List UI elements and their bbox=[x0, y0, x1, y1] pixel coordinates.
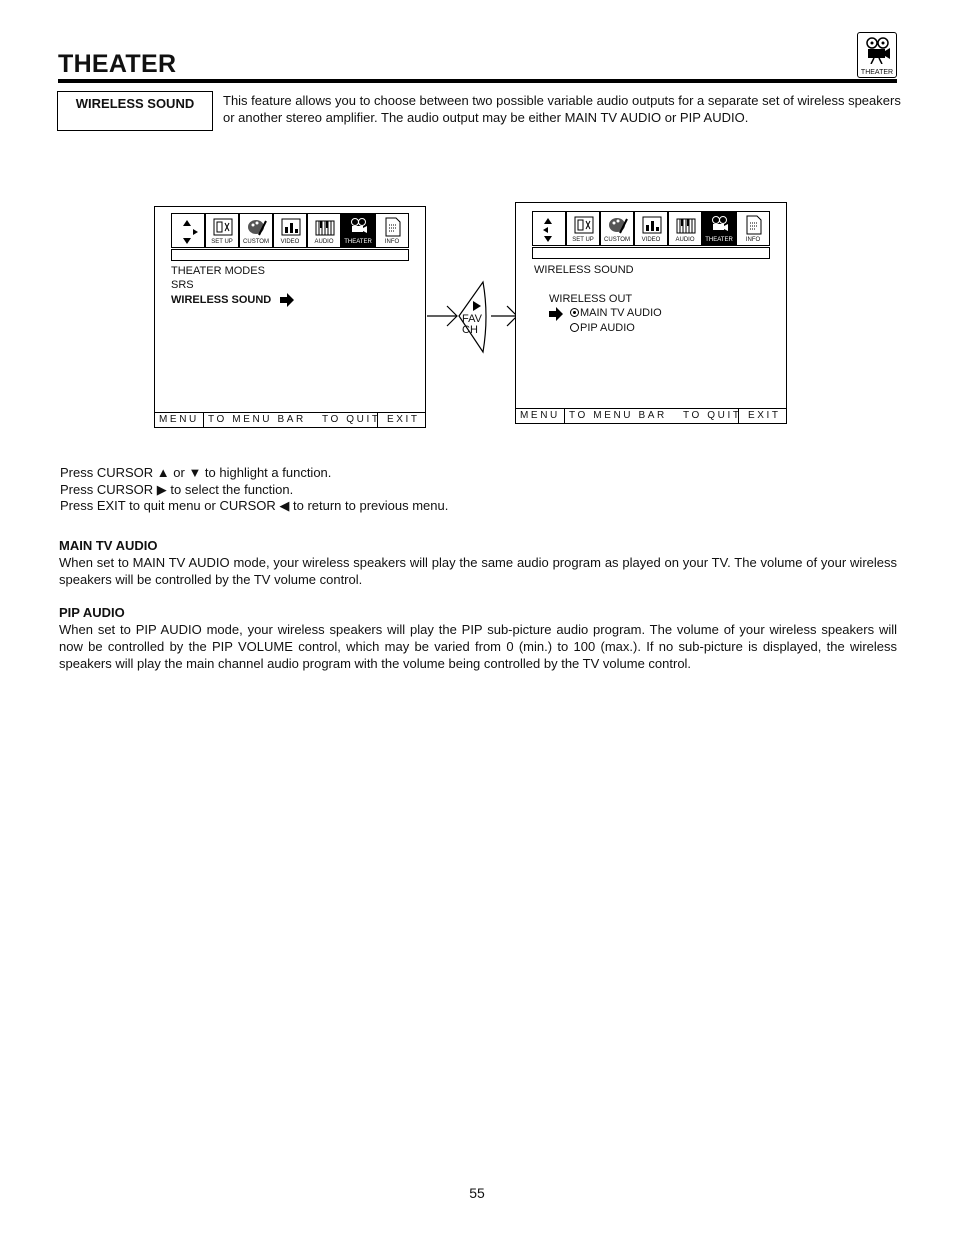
instruction-line: Press CURSOR ▶ to select the function. bbox=[60, 481, 294, 497]
footer-menu: MENU bbox=[516, 409, 565, 423]
fav-button-label: FAV bbox=[462, 313, 482, 325]
tile-label: SET UP bbox=[572, 237, 594, 243]
instruction-line: Press CURSOR ▲ or ▼ to highlight a function. bbox=[60, 465, 332, 480]
page-title: THEATER bbox=[58, 50, 177, 78]
tile-label: INFO bbox=[384, 239, 400, 245]
pip-audio-text: When set to PIP AUDIO mode, your wireless speakers will play the PIP sub-picture audio program. The volume of your wireless speakers will now be controlled by the PIP VOLUME control, which may be varied from 0 (min.) to 100 (max.). If no sub-picture is displayed, the wireless speakers will play the main channel audio program with the volume being controlled by the TV volume control. bbox=[59, 622, 897, 671]
wireless-out-label: WIRELESS OUT bbox=[549, 293, 633, 305]
title-rule bbox=[58, 79, 897, 83]
section-label: WIRELESS SOUND bbox=[75, 96, 195, 111]
video-icon bbox=[273, 213, 307, 248]
option-label: MAIN TV AUDIO bbox=[580, 307, 662, 319]
setup-icon bbox=[566, 211, 600, 246]
info-icon bbox=[736, 211, 770, 246]
tile-label: AUDIO bbox=[314, 239, 334, 245]
footer-exit: EXIT bbox=[377, 413, 425, 427]
tile-label: VIDEO bbox=[280, 239, 300, 245]
tile-label: SET UP bbox=[211, 239, 233, 245]
tile-label: AUDIO bbox=[675, 237, 695, 243]
submenu-bar bbox=[532, 247, 770, 259]
menu-icon-row bbox=[171, 213, 409, 248]
theater-icon bbox=[702, 211, 736, 246]
instruction-line: Press EXIT to quit menu or CURSOR ◀ to return to previous menu. bbox=[60, 498, 449, 513]
tile-label: VIDEO bbox=[641, 237, 661, 243]
option-main-tv-audio bbox=[570, 306, 662, 320]
cursor-arrows-icon bbox=[532, 211, 566, 246]
tile-label: CUSTOM bbox=[604, 237, 630, 243]
option-pip-audio bbox=[570, 321, 635, 335]
cursor-arrows-icon bbox=[171, 213, 205, 248]
main-tv-audio-heading: MAIN TV AUDIO bbox=[59, 538, 158, 553]
theater-icon bbox=[341, 213, 375, 248]
theater-camera-icon bbox=[857, 32, 897, 78]
custom-palette-icon bbox=[600, 211, 634, 246]
info-icon bbox=[375, 213, 409, 248]
pip-audio-heading: PIP AUDIO bbox=[59, 605, 125, 620]
ch-button-label: CH bbox=[462, 324, 478, 336]
screen-footer bbox=[155, 412, 425, 427]
menu-item-theater-modes: THEATER MODES bbox=[171, 265, 265, 277]
submenu-bar bbox=[171, 249, 409, 261]
tile-label: THEATER bbox=[705, 237, 733, 243]
menu-icon-row bbox=[532, 211, 770, 246]
section-label-box bbox=[57, 91, 213, 131]
screen-footer bbox=[516, 408, 786, 423]
menu-screen-theater bbox=[154, 206, 426, 428]
submenu-title: WIRELESS SOUND bbox=[534, 264, 634, 276]
tile-label: INFO bbox=[745, 237, 761, 243]
menu-item-srs: SRS bbox=[171, 279, 194, 291]
selection-arrow-icon bbox=[280, 293, 294, 307]
audio-keyboard-icon bbox=[307, 213, 341, 248]
main-tv-audio-text: When set to MAIN TV AUDIO mode, your wireless speakers will play the same audio program as played on your TV. The volume of your wireless speakers will be controlled by the TV volume control. bbox=[59, 555, 897, 587]
page-number: 55 bbox=[469, 1185, 485, 1201]
tile-label: THEATER bbox=[344, 239, 372, 245]
option-label: PIP AUDIO bbox=[580, 322, 635, 334]
radio-selected-icon bbox=[570, 308, 579, 317]
footer-to-menu-bar: TO MENU BAR bbox=[569, 410, 667, 421]
footer-exit: EXIT bbox=[738, 409, 786, 423]
radio-unselected-icon bbox=[570, 323, 579, 332]
instructions bbox=[60, 465, 448, 515]
footer-menu: MENU bbox=[155, 413, 204, 427]
intro-paragraph: This feature allows you to choose between two possible variable audio outputs for a separate set of wireless speakers or another stereo amplifier. The audio output may be either MAIN TV AUDIO or PIP AUDIO. bbox=[223, 93, 901, 125]
footer-to-menu-bar: TO MENU BAR bbox=[208, 414, 306, 425]
audio-keyboard-icon bbox=[668, 211, 702, 246]
footer-to-quit: TO QUIT bbox=[683, 410, 742, 421]
corner-icon-label: THEATER bbox=[860, 69, 894, 76]
menu-screen-wireless-sound bbox=[515, 202, 787, 424]
tile-label: CUSTOM bbox=[243, 239, 269, 245]
custom-palette-icon bbox=[239, 213, 273, 248]
selection-arrow-icon bbox=[549, 307, 563, 321]
setup-icon bbox=[205, 213, 239, 248]
footer-to-quit: TO QUIT bbox=[322, 414, 381, 425]
video-icon bbox=[634, 211, 668, 246]
menu-item-wireless-sound: WIRELESS SOUND bbox=[171, 294, 272, 306]
